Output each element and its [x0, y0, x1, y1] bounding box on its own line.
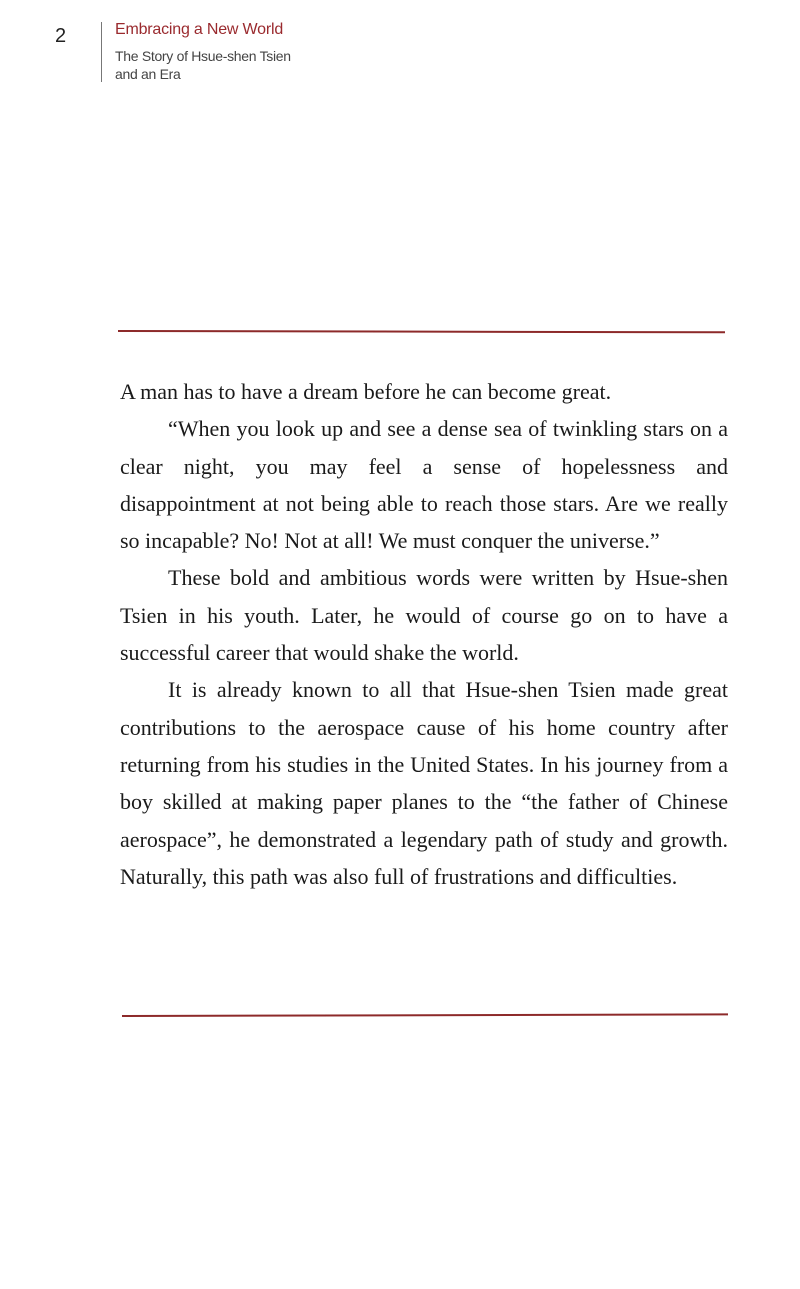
bottom-divider: [122, 1013, 728, 1016]
book-title: Embracing a New World: [115, 21, 284, 38]
book-subtitle-line-1: The Story of Hsue-shen Tsien: [115, 48, 291, 64]
body-text: [120, 373, 728, 895]
page-number: 2: [55, 25, 67, 47]
header-vertical-rule: [101, 22, 102, 82]
paragraph-career: It is already known to all that Hsue-shen Tsien made great contributions to the aerospace cause of his home country after returning from his studies in the United States. In his journey from a boy skilled at making paper planes to the “the father of Chinese aerospace”, he demonstrated a legendary path of study and growth. Naturally, this path was also full of frustrations and difficulties.: [120, 677, 728, 889]
paragraph-opening: A man has to have a dream before he can become great.: [120, 379, 612, 404]
book-subtitle: [115, 47, 345, 83]
top-divider: [118, 330, 725, 333]
paragraph-author-note: These bold and ambitious words were written by Hsue-shen Tsien in his youth. Later, he would of course go on to have a successful career that would shake the world.: [120, 565, 728, 666]
book-subtitle-line-2: and an Era: [115, 66, 181, 82]
paragraph-quote: “When you look up and see a dense sea of twinkling stars on a clear night, you may feel a sense of hopelessness and disappointment at not being able to reach those stars. Are we really so incapable? No! Not at all! We must conquer the universe.”: [120, 416, 728, 554]
